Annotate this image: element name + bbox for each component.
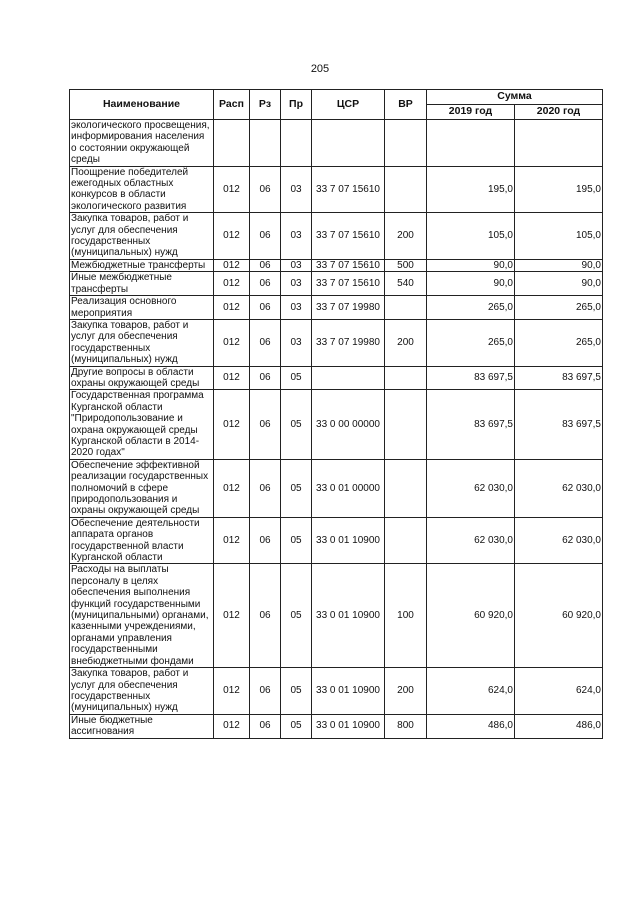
row-csr: 33 0 00 00000 [312,390,385,459]
row-csr: 33 0 01 10900 [312,517,385,564]
row-sum-2020: 265,0 [515,319,603,366]
table-row [70,319,603,366]
row-rasp: 012 [214,459,250,517]
row-pr: 03 [281,319,312,366]
row-rasp: 012 [214,668,250,715]
row-vr [385,390,427,459]
row-rz: 06 [250,517,281,564]
row-name: Иные бюджетные ассигнования [70,714,214,738]
row-pr: 03 [281,259,312,271]
row-vr [385,517,427,564]
row-csr: 33 7 07 15610 [312,166,385,213]
row-sum-2019: 486,0 [427,714,515,738]
row-vr [385,120,427,167]
row-rasp: 012 [214,564,250,668]
table-row [70,296,603,320]
row-pr: 03 [281,213,312,260]
table-row [70,459,603,517]
row-sum-2020: 90,0 [515,259,603,271]
header-sum: Сумма [427,90,603,105]
row-csr: 33 0 01 10900 [312,564,385,668]
table-row [70,120,603,167]
header-pr: Пр [281,90,312,120]
table-row [70,259,603,271]
table-row [70,564,603,668]
table-row [70,213,603,260]
row-rasp: 012 [214,213,250,260]
row-rasp: 012 [214,390,250,459]
row-vr: 500 [385,259,427,271]
row-sum-2019: 83 697,5 [427,390,515,459]
row-sum-2019: 90,0 [427,272,515,296]
row-vr: 800 [385,714,427,738]
row-name: Поощрение победителей ежегодных областных конкурсов в области экологического развития [70,166,214,213]
row-csr: 33 0 01 10900 [312,714,385,738]
row-vr [385,296,427,320]
row-csr: 33 7 07 15610 [312,213,385,260]
row-rasp: 012 [214,166,250,213]
table-row [70,366,603,390]
row-rz: 06 [250,366,281,390]
row-pr: 03 [281,272,312,296]
row-pr: 05 [281,366,312,390]
row-sum-2020: 265,0 [515,296,603,320]
row-name: Обеспечение эффективной реализации государственных полномочий в сфере природопользования и охраны окружающей среды [70,459,214,517]
budget-table [69,89,603,739]
row-sum-2020 [515,120,603,167]
header-2020: 2020 год [515,105,603,120]
row-rasp: 012 [214,517,250,564]
row-sum-2020: 90,0 [515,272,603,296]
row-rz: 06 [250,390,281,459]
row-rz [250,120,281,167]
header-vr: ВР [385,90,427,120]
row-rasp [214,120,250,167]
table-row [70,714,603,738]
row-pr [281,120,312,167]
row-name: Другие вопросы в области охраны окружающей среды [70,366,214,390]
row-csr: 33 7 07 15610 [312,272,385,296]
row-vr: 200 [385,319,427,366]
row-pr: 05 [281,714,312,738]
row-rz: 06 [250,714,281,738]
row-csr: 33 7 07 15610 [312,259,385,271]
row-csr: 33 0 01 10900 [312,668,385,715]
row-sum-2020: 60 920,0 [515,564,603,668]
row-vr: 200 [385,668,427,715]
row-sum-2019: 265,0 [427,319,515,366]
row-sum-2019: 60 920,0 [427,564,515,668]
row-sum-2020: 486,0 [515,714,603,738]
row-sum-2019 [427,120,515,167]
row-name: Закупка товаров, работ и услуг для обеспечения государственных (муниципальных) нужд [70,319,214,366]
row-name: Межбюджетные трансферты [70,259,214,271]
row-rz: 06 [250,296,281,320]
row-name: Обеспечение деятельности аппарата органов государственной власти Курганской области [70,517,214,564]
row-pr: 05 [281,668,312,715]
row-sum-2020: 62 030,0 [515,459,603,517]
row-csr: 33 0 01 00000 [312,459,385,517]
row-name: Закупка товаров, работ и услуг для обеспечения государственных (муниципальных) нужд [70,213,214,260]
row-sum-2020: 624,0 [515,668,603,715]
row-vr [385,166,427,213]
row-csr [312,120,385,167]
row-pr: 03 [281,296,312,320]
row-rz: 06 [250,259,281,271]
row-sum-2019: 105,0 [427,213,515,260]
row-name: Государственная программа Курганской области "Природопользование и охрана окружающей среды Курганской области в 2014-2020 годах" [70,390,214,459]
header-rasp: Расп [214,90,250,120]
header-csr: ЦСР [312,90,385,120]
row-rz: 06 [250,319,281,366]
header-name: Наименование [70,90,214,120]
header-2019: 2019 год [427,105,515,120]
row-sum-2019: 90,0 [427,259,515,271]
row-vr: 200 [385,213,427,260]
row-name: Расходы на выплаты персоналу в целях обеспечения выполнения функций государственными (муниципальными) органами, казенными учреждениями, органами управления государственными внебюджетными фондами [70,564,214,668]
row-rasp: 012 [214,272,250,296]
row-rasp: 012 [214,319,250,366]
row-csr: 33 7 07 19980 [312,296,385,320]
row-sum-2019: 624,0 [427,668,515,715]
row-rasp: 012 [214,259,250,271]
row-pr: 05 [281,517,312,564]
row-vr [385,366,427,390]
row-pr: 05 [281,459,312,517]
page-number: 205 [310,63,330,75]
row-rasp: 012 [214,366,250,390]
row-sum-2019: 265,0 [427,296,515,320]
row-name: экологического просвещения, информирования населения о состоянии окружающей среды [70,120,214,167]
row-name: Иные межбюджетные трансферты [70,272,214,296]
row-rz: 06 [250,459,281,517]
row-rasp: 012 [214,296,250,320]
table-row [70,668,603,715]
row-rz: 06 [250,166,281,213]
table-row [70,517,603,564]
row-vr: 540 [385,272,427,296]
header-rz: Рз [250,90,281,120]
row-pr: 05 [281,564,312,668]
row-csr: 33 7 07 19980 [312,319,385,366]
row-pr: 05 [281,390,312,459]
table-row [70,166,603,213]
row-pr: 03 [281,166,312,213]
row-vr [385,459,427,517]
row-rz: 06 [250,272,281,296]
row-sum-2019: 62 030,0 [427,459,515,517]
row-sum-2019: 62 030,0 [427,517,515,564]
table-row [70,272,603,296]
row-sum-2020: 62 030,0 [515,517,603,564]
row-rz: 06 [250,213,281,260]
row-sum-2020: 105,0 [515,213,603,260]
row-sum-2019: 195,0 [427,166,515,213]
table-row [70,390,603,459]
row-rasp: 012 [214,714,250,738]
row-sum-2020: 195,0 [515,166,603,213]
row-vr: 100 [385,564,427,668]
row-sum-2020: 83 697,5 [515,390,603,459]
row-sum-2019: 83 697,5 [427,366,515,390]
row-rz: 06 [250,564,281,668]
row-sum-2020: 83 697,5 [515,366,603,390]
row-csr [312,366,385,390]
row-rz: 06 [250,668,281,715]
row-name: Закупка товаров, работ и услуг для обеспечения государственных (муниципальных) нужд [70,668,214,715]
row-name: Реализация основного мероприятия [70,296,214,320]
